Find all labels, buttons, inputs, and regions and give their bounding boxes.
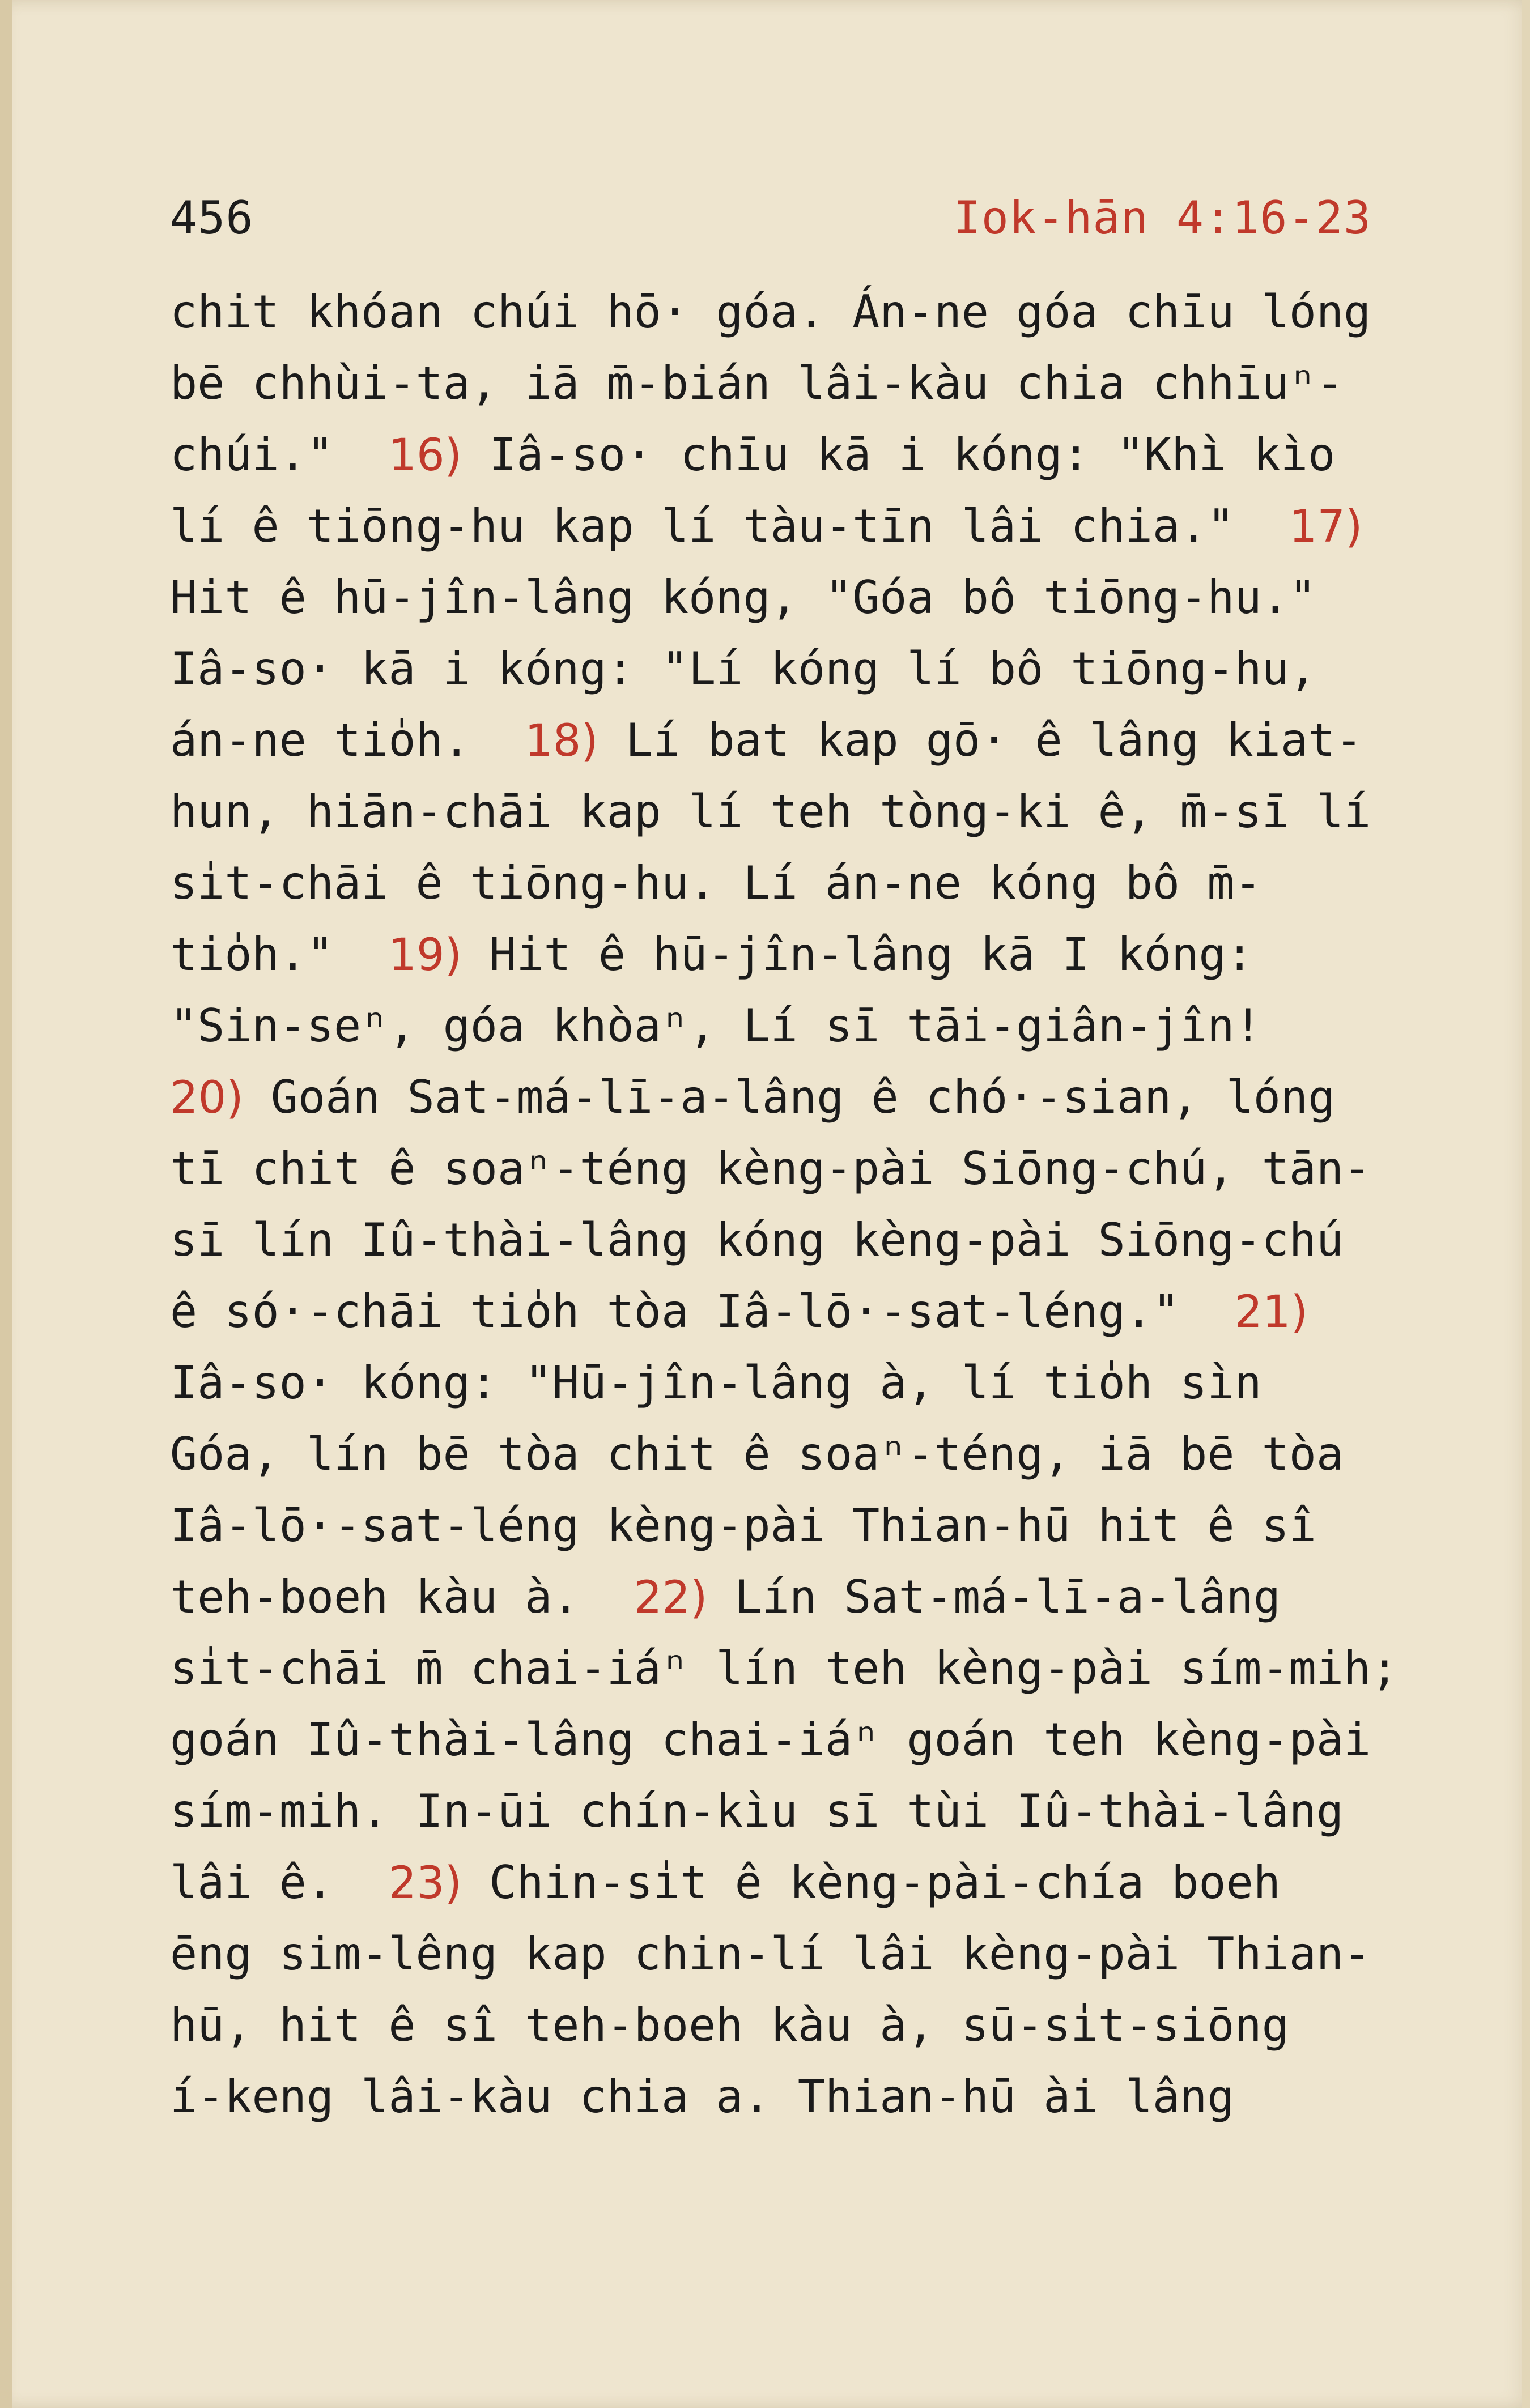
line-text: si̍t-chāi ê tiōng-hu. Lí án-ne kóng bô m̄- [170,857,1262,909]
text-line [170,348,1451,419]
text-line [170,419,1451,491]
text-line [170,1347,1451,1419]
text-line [170,1990,1451,2061]
line-text: chúi." [170,428,389,481]
page-header [170,192,1371,254]
text-line [170,919,1451,990]
line-text: si̍t-chāi m̄ chai-iáⁿ lín teh kèng-pài sím-mih; [170,1642,1399,1695]
verse-number: 21) [1234,1287,1308,1338]
text-line [170,848,1451,919]
line-text: Góa, lín bē tòa chit ê soaⁿ-téng, iā bē tòa [170,1428,1344,1480]
verse-number: 20) [170,1073,244,1124]
text-line [170,705,1451,776]
verse-number: 16) [388,430,462,481]
page-number: 456 [170,192,254,244]
line-text: goán Iû-thài-lâng chai-iáⁿ goán teh kèng-pài [170,1713,1371,1766]
line-text: "Sin-seⁿ, góa khòaⁿ, Lí sī tāi-giân-jîn! [170,999,1262,1052]
line-text: hun, hiān-chāi kap lí teh tòng-ki ê, m̄-sī lí [170,785,1371,838]
line-text: Lí bat kap gō· ê lâng kiat- [598,714,1363,767]
line-text: chit khóan chúi hō· góa. Án-ne góa chīu lóng [170,286,1371,338]
page-gutter [0,0,12,2408]
text-line [170,276,1451,348]
text-line [170,1847,1451,1918]
text-line [170,633,1451,705]
line-text: bē chhùi-ta, iā m̄-bián lâi-kàu chia chhīuⁿ- [170,357,1344,410]
body-text [170,276,1451,2133]
line-text: sī lín Iû-thài-lâng kóng kèng-pài Siōng-chú [170,1214,1344,1266]
line-text: Iâ-so· kóng: "Hū-jîn-lâng à, lí tio̍h sìn [170,1356,1262,1409]
text-line [170,1776,1451,1847]
text-line [170,1276,1451,1347]
text-line [170,1918,1451,1990]
line-text: í-keng lâi-kàu chia a. Thian-hū ài lâng [170,2070,1235,2123]
line-text: Hit ê hū-jîn-lâng kóng, "Góa bô tiōng-hu." [170,571,1316,624]
text-line [170,1704,1451,1776]
text-line [170,1205,1451,1276]
page-edge [1522,0,1530,2408]
line-text: hū, hit ê sî teh-boeh kàu à, sū-si̍t-siōng [170,1999,1289,2052]
line-text: Iâ-so· kā i kóng: "Lí kóng lí bô tiōng-hu, [170,643,1316,695]
text-line [170,1633,1451,1704]
line-text: ēng sim-lêng kap chin-lí lâi kèng-pài Thian- [170,1928,1371,1980]
text-line [170,2061,1451,2133]
text-line [170,1419,1451,1490]
text-line [170,562,1451,633]
line-text: tio̍h." [170,928,389,981]
line-text: tī chit ê soaⁿ-téng kèng-pài Siōng-chú, tān- [170,1142,1371,1195]
text-line [170,1490,1451,1562]
verse-number: 22) [634,1572,708,1623]
line-text: án-ne tio̍h. [170,714,525,767]
text-line [170,1133,1451,1205]
text-line [170,990,1451,1062]
line-text: teh-boeh kàu à. [170,1571,634,1623]
verse-number: 23) [388,1858,462,1909]
line-text: lí ê tiōng-hu kap lí tàu-tīn lâi chia." [170,500,1289,552]
text-line [170,491,1451,562]
line-text: lâi ê. [170,1856,389,1909]
line-text: Hit ê hū-jîn-lâng kā I kóng: [462,928,1253,981]
line-text: Chin-si̍t ê kèng-pài-chía boeh [462,1856,1281,1909]
verse-number: 17) [1289,501,1363,552]
line-text: Iâ-lō·-sat-léng kèng-pài Thian-hū hit ê sî [170,1499,1316,1552]
line-text: sím-mih. In-ūi chín-kìu sī tùi Iû-thài-lâng [170,1785,1344,1837]
text-line [170,1062,1451,1133]
line-text: Lín Sat-má-lī-a-lâng [707,1571,1281,1623]
line-text: Iâ-so· chīu kā i kóng: "Khì kìo [462,428,1336,481]
line-text: ê só·-chāi tio̍h tòa Iâ-lō·-sat-léng." [170,1285,1235,1338]
verse-number: 18) [525,716,598,767]
verse-number: 19) [388,930,462,981]
line-text: Goán Sat-má-lī-a-lâng ê chó·-sian, lóng [243,1071,1336,1124]
chapter-reference: Iok-hān 4:16-23 [953,192,1371,244]
text-line [170,776,1451,848]
text-line [170,1562,1451,1633]
